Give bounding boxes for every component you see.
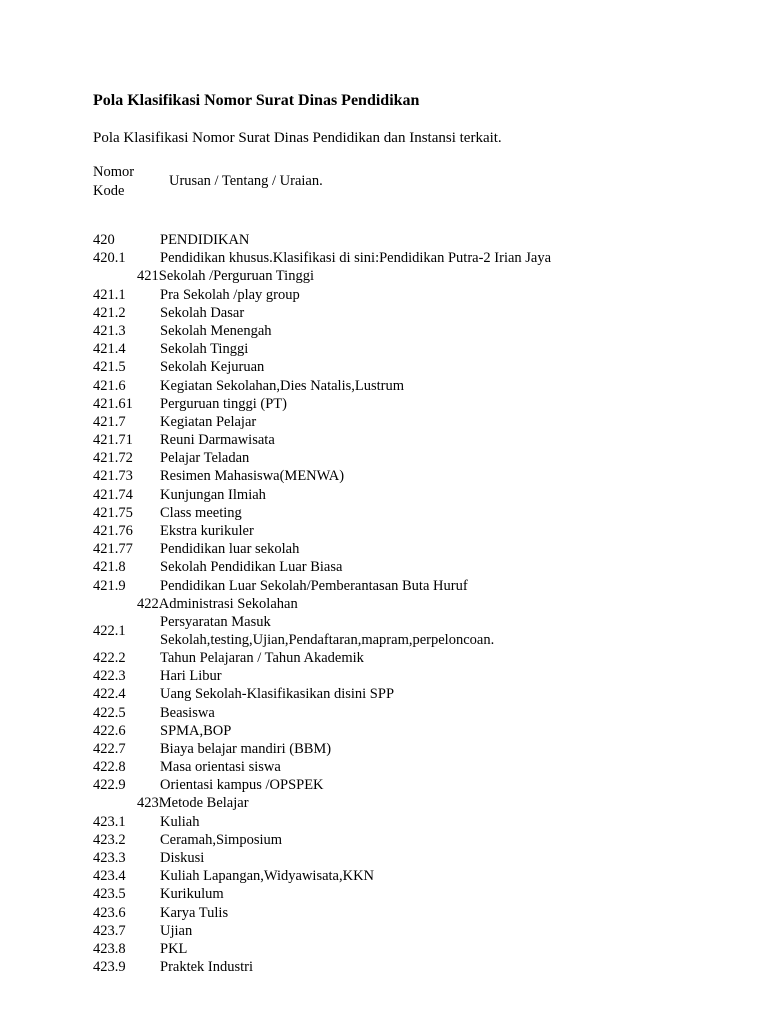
group-title: Sekolah /Perguruan Tinggi	[158, 268, 314, 285]
classification-description: Pra Sekolah /play group	[160, 286, 300, 303]
classification-description: Reuni Darmawisata	[160, 432, 275, 449]
group-heading	[137, 794, 249, 812]
description-line: Persyaratan Masuk	[160, 613, 271, 630]
classification-code: 422.3	[93, 668, 126, 685]
classification-row	[0, 849, 768, 867]
classification-code: 421.9	[93, 577, 126, 594]
document-subtitle: Pola Klasifikasi Nomor Surat Dinas Pendidikan dan Instansi terkait.	[93, 130, 502, 146]
classification-description: Uang Sekolah-Klasifikasikan disini SPP	[160, 686, 395, 703]
classification-code: 421.1	[93, 286, 126, 303]
classification-row	[0, 358, 768, 376]
classification-row	[0, 613, 768, 649]
description-line: Sekolah,testing,Ujian,Pendaftaran,mapram,perpeloncoan.	[160, 631, 495, 648]
classification-code: 421.7	[93, 413, 126, 430]
classification-row	[0, 649, 768, 667]
classification-row	[0, 304, 768, 322]
classification-code: 422.9	[93, 777, 126, 794]
classification-description: Kuliah	[160, 813, 200, 830]
classification-row	[0, 904, 768, 922]
classification-row	[0, 722, 768, 740]
column-header-description: Urusan / Tentang / Uraian.	[169, 173, 323, 189]
classification-row	[0, 413, 768, 431]
column-header-code	[93, 163, 134, 201]
classification-description: Pendidikan Luar Sekolah/Pemberantasan Buta Huruf	[160, 577, 468, 594]
classification-description: Perguruan tinggi (PT)	[160, 395, 287, 412]
classification-code: 421.76	[93, 523, 133, 539]
classification-row	[0, 377, 768, 395]
classification-code: 422.2	[93, 649, 126, 666]
classification-description: PKL	[160, 940, 188, 957]
classification-description: Kegiatan Sekolahan,Dies Natalis,Lustrum	[160, 377, 405, 394]
classification-list	[0, 231, 768, 976]
group-title: Administrasi Sekolahan	[158, 595, 298, 612]
classification-description: Ceramah,Simposium	[160, 831, 283, 848]
classification-description: Ekstra kurikuler	[160, 523, 254, 539]
classification-row	[0, 504, 768, 522]
classification-code: 423.4	[93, 868, 126, 885]
classification-code: 421.3	[93, 322, 126, 339]
group-heading-row	[0, 794, 768, 812]
classification-row	[0, 685, 768, 703]
group-heading	[137, 595, 298, 613]
classification-row	[0, 486, 768, 504]
classification-code: 423.3	[93, 850, 126, 866]
classification-description: Kunjungan Ilmiah	[160, 486, 266, 503]
classification-row	[0, 540, 768, 558]
classification-row	[0, 467, 768, 485]
group-code: 423	[137, 795, 159, 812]
document-title: Pola Klasifikasi Nomor Surat Dinas Pendidikan	[93, 92, 420, 109]
classification-code: 421.8	[93, 559, 126, 576]
classification-code: 421.75	[93, 504, 133, 521]
classification-row	[0, 558, 768, 576]
classification-description: Tahun Pelajaran / Tahun Akademik	[160, 649, 364, 666]
classification-description: Sekolah Dasar	[160, 304, 245, 321]
classification-description: Karya Tulis	[160, 904, 229, 921]
classification-code: 421.4	[93, 341, 126, 358]
classification-description: Orientasi kampus /OPSPEK	[160, 777, 324, 794]
classification-code: 422.5	[93, 704, 126, 721]
classification-row	[0, 776, 768, 794]
classification-description: Biaya belajar mandiri (BBM)	[160, 740, 332, 757]
classification-row	[0, 431, 768, 449]
classification-description: Sekolah Menengah	[160, 322, 272, 339]
classification-row	[0, 340, 768, 358]
classification-code: 423.5	[93, 886, 126, 903]
classification-description: Sekolah Pendidikan Luar Biasa	[160, 559, 343, 576]
group-code: 422	[137, 595, 159, 612]
classification-code: 422.8	[93, 759, 126, 776]
classification-row	[0, 249, 768, 267]
classification-description: Diskusi	[160, 850, 205, 866]
classification-description: Resimen Mahasiswa(MENWA)	[160, 468, 345, 485]
classification-code: 421.77	[93, 541, 133, 558]
group-heading-row	[0, 595, 768, 613]
classification-description: Beasiswa	[160, 704, 215, 721]
classification-description	[160, 613, 494, 649]
classification-code: 421.71	[93, 432, 133, 449]
classification-description: PENDIDIKAN	[160, 232, 250, 248]
classification-code: 421.61	[93, 395, 133, 412]
classification-description: Pelajar Teladan	[160, 450, 250, 467]
classification-description: Masa orientasi siswa	[160, 759, 281, 776]
classification-code: 421.72	[93, 450, 133, 467]
classification-row	[0, 231, 768, 249]
classification-code: 423.1	[93, 813, 126, 830]
group-heading-row	[0, 267, 768, 285]
classification-row	[0, 958, 768, 976]
classification-code: 423.8	[93, 940, 126, 957]
classification-description: Pendidikan khusus.Klasifikasi di sini:Pendidikan Putra-2 Irian Jaya	[160, 250, 552, 267]
classification-description: Kurikulum	[160, 886, 224, 903]
classification-description: Hari Libur	[160, 668, 222, 685]
classification-description: Sekolah Tinggi	[160, 341, 249, 358]
classification-row	[0, 885, 768, 903]
classification-row	[0, 740, 768, 758]
classification-code: 422.7	[93, 740, 126, 757]
classification-code: 421.73	[93, 468, 133, 485]
classification-description: Praktek Industri	[160, 959, 254, 976]
classification-code: 423.9	[93, 959, 126, 976]
classification-row	[0, 758, 768, 776]
classification-code: 423.7	[93, 922, 126, 939]
classification-code: 420.1	[93, 250, 126, 267]
classification-description: Class meeting	[160, 504, 242, 521]
classification-row	[0, 322, 768, 340]
classification-description: Ujian	[160, 922, 193, 939]
classification-description: Sekolah Kejuruan	[160, 359, 265, 376]
classification-description: Kuliah Lapangan,Widyawisata,KKN	[160, 868, 375, 885]
classification-description: Pendidikan luar sekolah	[160, 541, 300, 558]
classification-row	[0, 831, 768, 849]
classification-row	[0, 577, 768, 595]
classification-row	[0, 922, 768, 940]
classification-description: SPMA,BOP	[160, 722, 232, 739]
classification-code: 422.6	[93, 722, 126, 739]
classification-code: 422.1	[93, 622, 126, 639]
classification-row	[0, 813, 768, 831]
classification-code: 421.2	[93, 304, 126, 321]
classification-code: 422.4	[93, 686, 126, 703]
group-title: Metode Belajar	[158, 795, 249, 812]
classification-row	[0, 522, 768, 540]
classification-code: 420	[93, 232, 115, 248]
classification-code: 423.6	[93, 904, 126, 921]
classification-code: 421.74	[93, 486, 133, 503]
classification-row	[0, 667, 768, 685]
classification-description: Kegiatan Pelajar	[160, 413, 257, 430]
classification-row	[0, 940, 768, 958]
classification-row	[0, 449, 768, 467]
column-header-code-line2: Kode	[93, 183, 125, 199]
classification-row	[0, 867, 768, 885]
classification-row	[0, 286, 768, 304]
classification-code: 421.6	[93, 377, 126, 394]
classification-code: 421.5	[93, 359, 126, 376]
classification-code: 423.2	[93, 831, 126, 848]
group-code: 421	[137, 268, 159, 285]
column-header-code-line1: Nomor	[93, 164, 135, 180]
group-heading	[137, 267, 314, 285]
classification-row	[0, 395, 768, 413]
classification-row	[0, 704, 768, 722]
